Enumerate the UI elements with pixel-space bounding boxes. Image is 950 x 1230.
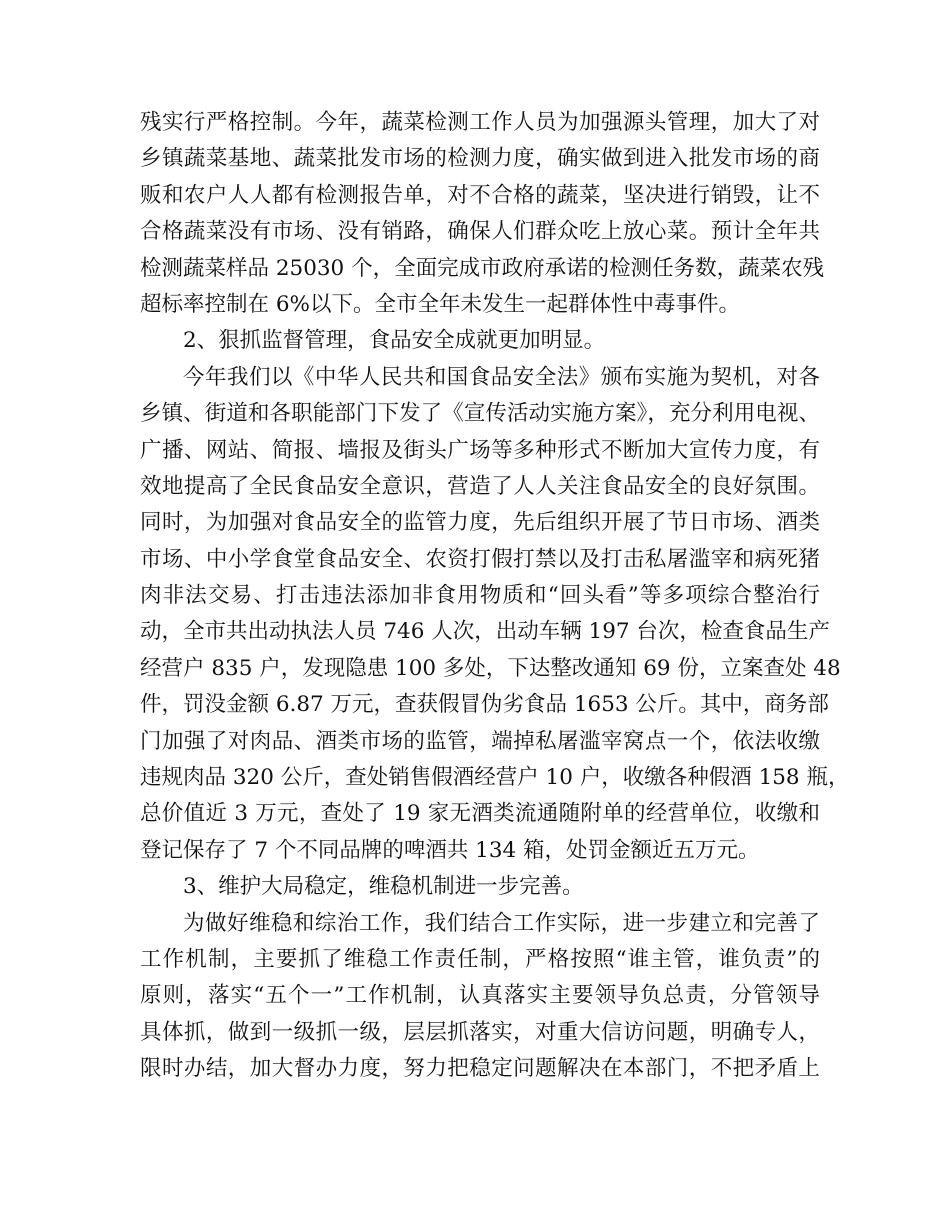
- text-line: 效地提高了全民食品安全意识，营造了人人关注食品安全的良好氛围。: [140, 473, 820, 499]
- text-line: 违规肉品 320 公斤，查处销售假酒经营户 10 户，收缴各种假酒 158 瓶，: [140, 765, 850, 791]
- text-line: 市场、中小学食堂食品安全、农资打假打禁以及打击私屠滥宰和病死猪: [140, 546, 820, 572]
- text-line: 检测蔬菜样品 25030 个，全面完成市政府承诺的检测任务数，蔬菜农残: [140, 255, 825, 281]
- text-line: 工作机制，主要抓了维稳工作责任制，严格按照“谁主管，谁负责”的: [140, 946, 820, 972]
- text-line: 乡镇蔬菜基地、蔬菜批发市场的检测力度，确实做到进入批发市场的商: [140, 146, 820, 172]
- text-line: 经营户 835 户，发现隐患 100 多处，下达整改通知 69 份，立案查处 48: [140, 655, 841, 681]
- text-line: 件，罚没金额 6.87 万元，查获假冒伪劣食品 1653 公斤。其中，商务部: [140, 692, 829, 718]
- text-line: 残实行严格控制。今年，蔬菜检测工作人员为加强源头管理，加大了对: [140, 110, 820, 135]
- text-line: 乡镇、街道和各职能部门下发了《宣传活动实施方案》，充分利用电视、: [140, 401, 820, 427]
- text-line: 限时办结，加大督办力度，努力把稳定问题解决在本部门，不把矛盾上: [140, 1056, 820, 1082]
- text-line: 同时，为加强对食品安全的监管力度，先后组织开展了节日市场、酒类: [140, 510, 820, 536]
- text-line: 广播、网站、简报、墙报及街头广场等多种形式不断加大宣传力度，有: [140, 437, 820, 463]
- text-line: 贩和农户人人都有检测报告单，对不合格的蔬菜，坚决进行销毁，让不: [140, 182, 820, 208]
- text-line: 总价值近 3 万元，查处了 19 家无酒类流通随附单的经营单位，收缴和: [140, 801, 820, 827]
- text-line: 动，全市共出动执法人员 746 人次，出动车辆 197 台次，检查食品生产: [140, 619, 830, 645]
- text-line: 合格蔬菜没有市场、没有销路，确保人们群众吃上放心菜。预计全年共: [140, 219, 820, 245]
- text-line: 原则，落实“五个一”工作机制，认真落实主要领导负总责，分管领导: [140, 983, 820, 1009]
- text-line: 登记保存了 7 个不同品牌的啤酒共 134 箱，处罚金额近五万元。: [140, 837, 760, 863]
- text-line: 门加强了对肉品、酒类市场的监管，端掉私屠滥宰窝点一个，依法收缴: [140, 728, 820, 754]
- document-body: [140, 105, 850, 1088]
- paragraph-start-line: 今年我们以《中华人民共和国食品安全法》颁布实施为契机，对各: [183, 364, 820, 390]
- paragraph-start-line: 2、狠抓监督管理，食品安全成就更加明显。: [183, 328, 606, 354]
- text-line: 肉非法交易、打击违法添加非食用物质和“回头看”等多项综合整治行: [140, 583, 820, 609]
- paragraph-start-line: 为做好维稳和综治工作，我们结合工作实际，进一步建立和完善了: [183, 910, 820, 936]
- text-line: 超标率控制在 6%以下。全市全年未发生一起群体性中毒事件。: [140, 291, 740, 317]
- text-line: 具体抓，做到一级抓一级，层层抓落实，对重大信访问题，明确专人，: [140, 1019, 820, 1045]
- paragraph-start-line: 3、维护大局稳定，维稳机制进一步完善。: [183, 874, 584, 900]
